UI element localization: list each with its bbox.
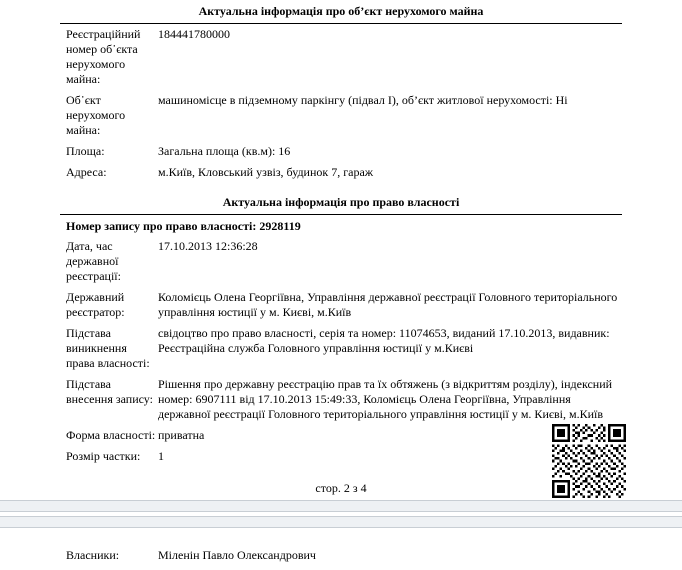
row-value: свідоцтво про право власності, серія та номер: 11074653, виданий 17.10.2013, видавник: Реєстраційна служба Головного управління юстиції у м.Києві xyxy=(158,326,610,355)
qr-code-block xyxy=(552,424,626,506)
table-row xyxy=(0,90,682,141)
row-label: Підстава внесення запису: xyxy=(66,377,153,406)
table-row xyxy=(0,141,682,162)
table-row xyxy=(0,287,682,323)
qr-code-icon xyxy=(552,424,626,498)
row-value: Загальна площа (кв.м): 16 xyxy=(158,144,291,158)
row-label: Дата, час державної реєстрації: xyxy=(66,239,121,283)
table-row xyxy=(0,24,682,90)
ownership-record-number: Номер запису про право власності: 2928119 xyxy=(66,219,301,233)
table-row xyxy=(0,323,682,374)
row-value: 184441780000 xyxy=(158,27,230,41)
row-value: приватна xyxy=(158,428,205,442)
row-label: Підстава виникнення права власності: xyxy=(66,326,150,370)
row-value: машиномісце в підземному паркінгу (підвал I), об’єкт житлової нерухомості: Ні xyxy=(158,93,568,107)
row-label: Державний реєстратор: xyxy=(66,290,125,319)
page-separator-top xyxy=(0,500,682,512)
row-value: 17.10.2013 12:36:28 xyxy=(158,239,258,253)
row-label: Площа: xyxy=(66,144,105,158)
owners-label: Власники: xyxy=(66,548,120,562)
row-label: Адреса: xyxy=(66,165,107,179)
row-label: Реєстраційний номер об᾽єкта нерухомого майна: xyxy=(66,27,141,86)
property-info-table xyxy=(0,24,682,183)
owners-row xyxy=(0,548,682,563)
section-title-ownership: Актуальна інформація про право власності xyxy=(222,195,460,209)
row-value: м.Київ, Кловський узвіз, будинок 7, гараж xyxy=(158,165,374,179)
row-value: Коломієць Олена Георгіївна, Управління державної реєстрації Головного територіального управління юстиції у м. Києві, м.Київ xyxy=(158,290,618,319)
row-label: Розмір частки: xyxy=(66,449,141,463)
row-value: Рішення про державну реєстрацію прав та їх обтяжень (з відкриттям розділу), індексний номер: 6907111 від 17.10.2013 15:49:33, Коломієць Олена Георгіївна, Управління державної реєстрації Головного територіального управління юстиції у м. Києві, м.Київ xyxy=(158,377,613,421)
row-label: Форма власності: xyxy=(66,428,156,442)
owners-value: Міленін Павло Олександрович xyxy=(158,548,316,562)
table-row xyxy=(0,162,682,183)
page-number: стор. 2 з 4 xyxy=(315,481,367,495)
row-label: Об᾽єкт нерухомого майна: xyxy=(66,93,126,137)
row-value: 1 xyxy=(158,449,164,463)
page-separator-bottom xyxy=(0,516,682,528)
table-row xyxy=(0,236,682,287)
table-row xyxy=(0,374,682,425)
section-title-property: Актуальна інформація про об’єкт нерухомого майна xyxy=(198,4,484,18)
